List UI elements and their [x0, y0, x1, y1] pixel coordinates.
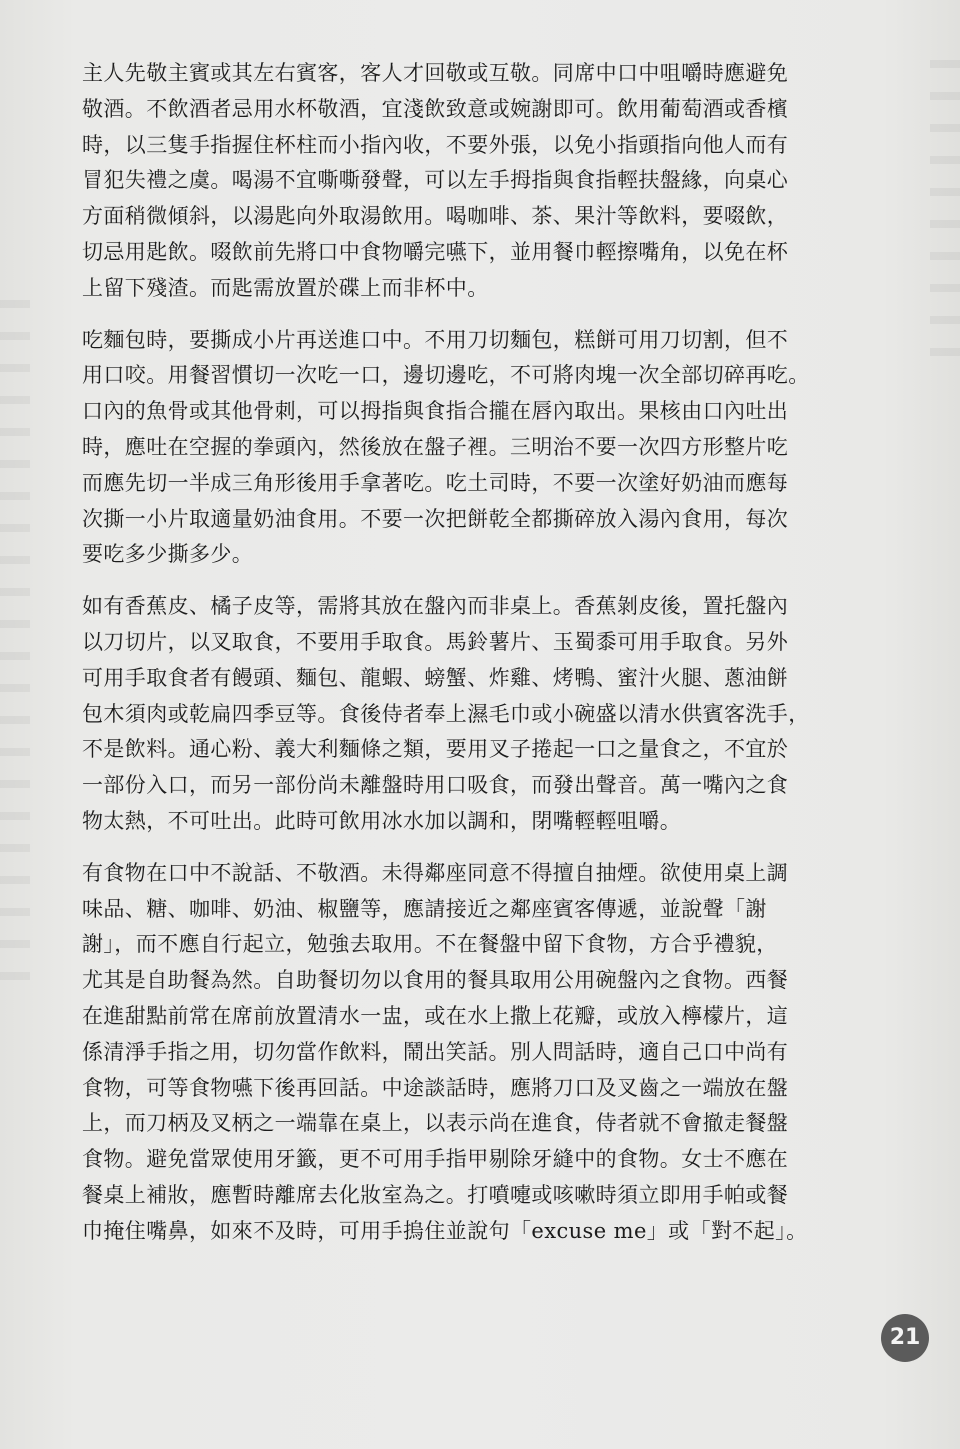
- page-number-badge: 21: [881, 1314, 929, 1362]
- paragraph-bread-eating: 吃麵包時，要撕成小片再送進口中。不用刀切麵包，糕餅可用刀切割，但不 用口咬。用餐習慣切一次吃一口，邊切邊吃，不可將肉塊一次全部切碎再吃。 口內的魚骨或其他骨刺，可以拇指與食指合攏在唇內取出。果核由口內吐出 時，應吐在空握的拳頭內，然後放在盤子裡。三明治不要一次四方形整片吃 而應先切一半成三角形後用手拿著吃。吃土司時，不要一次塗好奶油而應每 次撕一小片取適量奶油食用。不要一次把餅乾全都撕碎放入湯內食用，每次 要吃多少撕多少。: [82, 327, 810, 567]
- page-edge-bleed-right: [930, 60, 960, 360]
- body-text: [82, 56, 862, 1266]
- paragraph-peels-hand-foods: 如有香蕉皮、橘子皮等，需將其放在盤內而非桌上。香蕉剝皮後，置托盤內 以刀切片，以叉取食，不要用手取食。馬鈴薯片、玉蜀黍可用手取食。另外 可用手取食者有饅頭、麵包、龍蝦、螃蟹、炸雞、烤鴨、蜜汁火腿、蔥油餅 包木須肉或乾扁四季豆等。食後侍者奉上濕毛巾或小碗盛以清水供賓客洗手， 不是飲料。通心粉、義大利麵條之類，要用叉子捲起一口之量食之，不宜於 一部份入口，而另一部份尚未離盤時用口吸食，而發出聲音。萬一嘴內之食 物太熱，不可吐出。此時可飲用冰水加以調和，閉嘴輕輕咀嚼。: [82, 594, 810, 833]
- paragraph-table-conversation: 有食物在口中不說話、不敬酒。未得鄰座同意不得擅自抽煙。欲使用桌上調 味品、糖、咖啡、奶油、椒鹽等，應請接近之鄰座賓客傳遞，並說聲「謝 謝」，而不應自行起立，勉強去取用。不在餐盤中留下食物，方合乎禮貌， 尤其是自助餐為然。自助餐切勿以食用的餐具取用公用碗盤內之食物。西餐 在進甜點前常在席前放置清水一盅，或在水上撒上花瓣，或放入檸檬片，這 係清淨手指之用，切勿當作飲料，鬧出笑話。別人問話時，適自己口中尚有 食物，可等食物嚥下後再回話。中途談話時，應將刀口及叉齒之一端放在盤 上，而刀柄及叉柄之一端靠在桌上，以表示尚在進食，侍者就不會撤走餐盤 食物。避免當眾使用牙籤，更不可用手指甲剔除牙縫中的食物。女士不應在 餐桌上補妝，應暫時離席去化妝室為之。打噴嚏或咳嗽時須立即用手帕或餐 巾掩住嘴鼻，如來不及時，可用手摀住並說句「excuse me」或「對不起」。: [82, 860, 808, 1243]
- page-edge-bleed-left: [0, 300, 30, 1000]
- paragraph-toasting-drinking: 主人先敬主賓或其左右賓客，客人才回敬或互敬。同席中口中咀嚼時應避免 敬酒。不飲酒者忌用水杯敬酒，宜淺飲致意或婉謝即可。飲用葡萄酒或香檳 時，以三隻手指握住杯柱而小指內收，不要外張，以免小指頭指向他人而有 冒犯失禮之虞。喝湯不宜嘶嘶發聲，可以左手拇指與食指輕扶盤緣，向桌心 方面稍微傾斜，以湯匙向外取湯飲用。喝咖啡、茶、果汁等飲料，要啜飲， 切忌用匙飲。啜飲前先將口中食物嚼完嚥下，並用餐巾輕擦嘴角，以免在杯 上留下殘渣。而匙需放置於碟上而非杯中。: [82, 61, 789, 300]
